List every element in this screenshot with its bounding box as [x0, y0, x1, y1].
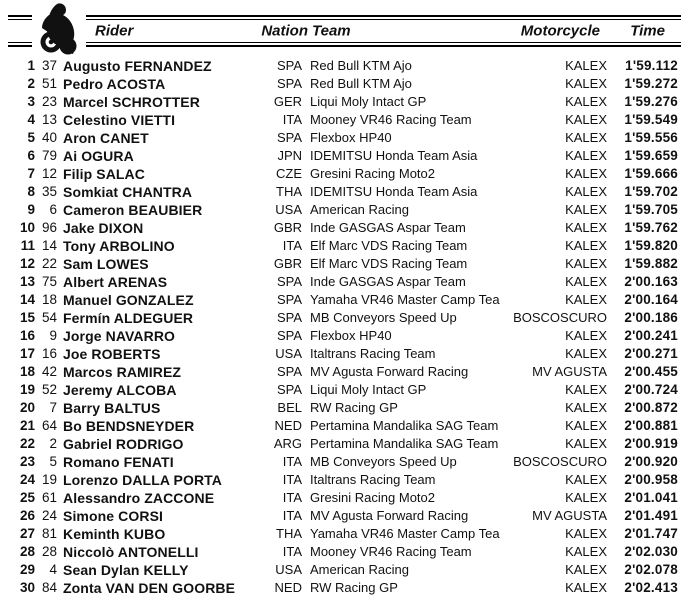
result-row [0, 255, 690, 273]
nation-code: ITA [282, 238, 302, 253]
position-number: 22 [19, 436, 35, 451]
rider-number: 84 [41, 580, 57, 595]
nation-code: THA [276, 526, 302, 541]
result-row [0, 345, 690, 363]
position-number: 4 [27, 112, 35, 127]
position-number: 23 [19, 454, 35, 469]
header-nation: Nation [261, 22, 308, 40]
position-number: 14 [19, 292, 35, 307]
rider-name: Niccolò ANTONELLI [63, 544, 199, 560]
nation-code: SPA [276, 364, 302, 379]
position-number: 1 [27, 58, 35, 73]
rider-number: 7 [49, 400, 57, 415]
results-rows [0, 57, 690, 597]
rider-number: 61 [41, 490, 57, 505]
position-number: 12 [19, 256, 35, 271]
table-header [8, 15, 681, 47]
team-name: MB Conveyors Speed Up [310, 454, 457, 469]
rider-name: Keminth KUBO [63, 526, 166, 542]
rider-name: Celestino VIETTI [63, 112, 176, 128]
result-row [0, 471, 690, 489]
motorcycle-brand: KALEX [565, 562, 607, 577]
result-row [0, 57, 690, 75]
result-row [0, 309, 690, 327]
lap-time: 2'00.271 [624, 346, 678, 361]
result-row [0, 93, 690, 111]
position-number: 18 [19, 364, 35, 379]
position-number: 16 [19, 328, 35, 343]
motorcycle-brand: KALEX [565, 130, 607, 145]
nation-code: THA [276, 184, 302, 199]
position-number: 21 [19, 418, 35, 433]
rider-number: 5 [49, 454, 57, 469]
team-name: IDEMITSU Honda Team Asia [310, 148, 478, 163]
rider-number: 81 [41, 526, 57, 541]
lap-time: 1'59.112 [625, 58, 678, 73]
motorcycle-brand: KALEX [565, 166, 607, 181]
rider-number: 37 [41, 58, 57, 73]
lap-time: 2'02.413 [624, 580, 678, 595]
position-number: 13 [19, 274, 35, 289]
bottom-rule-thin [8, 42, 681, 43]
position-number: 6 [27, 148, 35, 163]
team-name: Pertamina Mandalika SAG Team [310, 436, 499, 451]
lap-time: 2'01.041 [624, 490, 678, 505]
rider-name: Aron CANET [63, 130, 149, 146]
team-name: Gresini Racing Moto2 [310, 166, 435, 181]
header-rider: Rider [95, 22, 134, 40]
position-number: 25 [19, 490, 35, 505]
team-name: RW Racing GP [310, 580, 398, 595]
rider-name: Fermín ALDEGUER [63, 310, 194, 326]
header-motorcycle: Motorcycle [520, 22, 600, 40]
rider-name: Jeremy ALCOBA [63, 382, 177, 398]
position-number: 26 [19, 508, 35, 523]
motorcycle-brand: MV AGUSTA [532, 364, 607, 379]
rider-number: 12 [41, 166, 57, 181]
nation-code: USA [275, 346, 302, 361]
team-name: Mooney VR46 Racing Team [310, 112, 472, 127]
position-number: 17 [19, 346, 35, 361]
motorcycle-brand: BOSCOSCURO [513, 310, 607, 325]
rider-name: Sam LOWES [63, 256, 149, 272]
rider-number: 19 [41, 472, 57, 487]
nation-code: USA [275, 562, 302, 577]
lap-time: 1'59.272 [624, 76, 678, 91]
nation-code: ITA [282, 472, 302, 487]
nation-code: SPA [276, 274, 302, 289]
team-name: Red Bull KTM Ajo [310, 58, 412, 73]
nation-code: GBR [273, 220, 302, 235]
team-name: Elf Marc VDS Racing Team [310, 238, 468, 253]
nation-code: SPA [276, 292, 302, 307]
motorcycle-brand: BOSCOSCURO [513, 454, 607, 469]
nation-code: ITA [282, 454, 302, 469]
result-row [0, 183, 690, 201]
rider-number: 54 [41, 310, 57, 325]
result-row [0, 543, 690, 561]
result-row [0, 363, 690, 381]
lap-time: 2'00.455 [624, 364, 678, 379]
position-number: 3 [27, 94, 35, 109]
lap-time: 2'01.491 [624, 508, 678, 523]
header-time: Time [630, 22, 665, 40]
motorcycle-brand: KALEX [565, 328, 607, 343]
rider-name: Bo BENDSNEYDER [63, 418, 195, 434]
lap-time: 1'59.762 [624, 220, 678, 235]
lap-time: 1'59.549 [624, 112, 678, 127]
motorcycle-brand: MV AGUSTA [532, 508, 607, 523]
rider-name: Romano FENATI [63, 454, 174, 470]
rider-name: Sean Dylan KELLY [63, 562, 189, 578]
result-row [0, 525, 690, 543]
result-row [0, 201, 690, 219]
result-row [0, 435, 690, 453]
team-name: Inde GASGAS Aspar Team [310, 220, 466, 235]
rider-name: Manuel GONZALEZ [63, 292, 194, 308]
rider-name: Barry BALTUS [63, 400, 161, 416]
column-headers [8, 20, 681, 42]
nation-code: SPA [276, 58, 302, 73]
rider-name: Simone CORSI [63, 508, 163, 524]
motorcycle-brand: KALEX [565, 94, 607, 109]
nation-code: CZE [276, 166, 302, 181]
motorcycle-brand: KALEX [565, 202, 607, 217]
result-row [0, 129, 690, 147]
nation-code: ITA [282, 508, 302, 523]
rider-number: 35 [41, 184, 57, 199]
rider-name: Marcos RAMIREZ [63, 364, 182, 380]
rider-number: 6 [49, 202, 57, 217]
motorcycle-brand: KALEX [565, 472, 607, 487]
team-name: Flexbox HP40 [310, 130, 392, 145]
lap-time: 1'59.276 [624, 94, 678, 109]
result-row [0, 237, 690, 255]
lap-time: 2'00.919 [624, 436, 678, 451]
rider-name: Alessandro ZACCONE [63, 490, 215, 506]
lap-time: 2'01.747 [624, 526, 678, 541]
rider-number: 18 [41, 292, 57, 307]
motorcycle-brand: KALEX [565, 220, 607, 235]
team-name: American Racing [310, 562, 409, 577]
lap-time: 2'02.030 [624, 544, 678, 559]
lap-time: 1'59.556 [624, 130, 678, 145]
position-number: 7 [27, 166, 35, 181]
nation-code: ITA [282, 490, 302, 505]
motorcycle-brand: KALEX [565, 580, 607, 595]
team-name: MV Agusta Forward Racing [310, 364, 469, 379]
nation-code: SPA [276, 310, 302, 325]
team-name: Gresini Racing Moto2 [310, 490, 435, 505]
team-name: MV Agusta Forward Racing [310, 508, 469, 523]
result-row [0, 579, 690, 597]
lap-time: 2'00.920 [624, 454, 678, 469]
rider-name: Filip SALAC [63, 166, 145, 182]
result-row [0, 219, 690, 237]
lap-time: 2'00.872 [624, 400, 678, 415]
rider-name: Jorge NAVARRO [63, 328, 176, 344]
team-name: Yamaha VR46 Master Camp Tea [310, 292, 500, 307]
lap-time: 1'59.702 [624, 184, 678, 199]
rider-name: Gabriel RODRIGO [63, 436, 184, 452]
motorcycle-brand: KALEX [565, 436, 607, 451]
nation-code: GER [273, 94, 302, 109]
motorcycle-brand: KALEX [565, 490, 607, 505]
rider-number: 75 [41, 274, 57, 289]
motorcycle-brand: KALEX [565, 148, 607, 163]
nation-code: NED [274, 580, 302, 595]
rider-number: 9 [49, 328, 57, 343]
result-row [0, 75, 690, 93]
nation-code: ARG [273, 436, 302, 451]
rider-number: 28 [41, 544, 57, 559]
team-name: Mooney VR46 Racing Team [310, 544, 472, 559]
result-row [0, 147, 690, 165]
motorcycle-brand: KALEX [565, 76, 607, 91]
rider-number: 42 [41, 364, 57, 379]
bottom-rule-thick [8, 45, 681, 47]
team-name: Inde GASGAS Aspar Team [310, 274, 466, 289]
position-number: 10 [19, 220, 35, 235]
team-name: Liqui Moly Intact GP [310, 382, 427, 397]
rider-name: Pedro ACOSTA [63, 76, 166, 92]
lap-time: 2'00.958 [624, 472, 678, 487]
position-number: 30 [19, 580, 35, 595]
rider-name: Cameron BEAUBIER [63, 202, 203, 218]
nation-code: GBR [273, 256, 302, 271]
motorcycle-brand: KALEX [565, 238, 607, 253]
lap-time: 1'59.666 [624, 166, 678, 181]
team-name: Italtrans Racing Team [310, 472, 436, 487]
motorcycle-brand: KALEX [565, 346, 607, 361]
position-number: 2 [27, 76, 35, 91]
nation-code: SPA [276, 130, 302, 145]
position-number: 11 [20, 238, 35, 253]
result-row [0, 561, 690, 579]
nation-code: ITA [282, 544, 302, 559]
nation-code: USA [275, 202, 302, 217]
lap-time: 2'00.186 [624, 310, 678, 325]
rider-number: 24 [41, 508, 57, 523]
rider-name: Lorenzo DALLA PORTA [63, 472, 222, 488]
position-number: 9 [27, 202, 35, 217]
team-name: MB Conveyors Speed Up [310, 310, 457, 325]
team-name: Liqui Moly Intact GP [310, 94, 427, 109]
rider-number: 14 [41, 238, 57, 253]
team-name: RW Racing GP [310, 400, 398, 415]
team-name: Italtrans Racing Team [310, 346, 436, 361]
team-name: Yamaha VR46 Master Camp Tea [310, 526, 500, 541]
rider-name: Ai OGURA [63, 148, 134, 164]
team-name: IDEMITSU Honda Team Asia [310, 184, 478, 199]
position-number: 19 [19, 382, 35, 397]
result-row [0, 291, 690, 309]
team-name: Flexbox HP40 [310, 328, 392, 343]
lap-time: 2'00.164 [624, 292, 678, 307]
lap-time: 1'59.882 [624, 256, 678, 271]
motorcycle-brand: KALEX [565, 382, 607, 397]
rider-number: 13 [41, 112, 57, 127]
rider-name: Marcel SCHROTTER [63, 94, 200, 110]
position-number: 28 [19, 544, 35, 559]
lap-time: 2'00.881 [624, 418, 678, 433]
lap-time: 1'59.705 [624, 202, 678, 217]
result-row [0, 111, 690, 129]
motorcycle-brand: KALEX [565, 256, 607, 271]
result-row [0, 165, 690, 183]
rider-name: Augusto FERNANDEZ [63, 58, 212, 74]
team-name: Red Bull KTM Ajo [310, 76, 412, 91]
position-number: 8 [27, 184, 35, 199]
rider-name: Jake DIXON [63, 220, 144, 236]
rider-name: Zonta VAN DEN GOORBE [63, 580, 236, 596]
motorcycle-brand: KALEX [565, 184, 607, 199]
rider-number: 96 [41, 220, 57, 235]
nation-code: NED [274, 418, 302, 433]
lap-time: 2'02.078 [624, 562, 678, 577]
nation-code: ITA [282, 112, 302, 127]
nation-code: SPA [276, 76, 302, 91]
rider-name: Somkiat CHANTRA [63, 184, 193, 200]
result-row [0, 417, 690, 435]
nation-code: SPA [276, 328, 302, 343]
nation-code: BEL [277, 400, 302, 415]
rider-number: 16 [41, 346, 57, 361]
nation-code: JPN [277, 148, 302, 163]
motorcycle-brand: KALEX [565, 112, 607, 127]
rider-number: 4 [49, 562, 57, 577]
team-name: American Racing [310, 202, 409, 217]
motorcycle-brand: KALEX [565, 274, 607, 289]
position-number: 24 [19, 472, 35, 487]
rider-number: 51 [41, 76, 57, 91]
position-number: 15 [19, 310, 35, 325]
position-number: 29 [19, 562, 35, 577]
rider-number: 64 [41, 418, 57, 433]
header-team: Team [312, 22, 351, 40]
rider-number: 2 [49, 436, 57, 451]
result-row [0, 381, 690, 399]
lap-time: 2'00.724 [624, 382, 678, 397]
position-number: 27 [19, 526, 35, 541]
result-row [0, 273, 690, 291]
result-row [0, 453, 690, 471]
team-name: Pertamina Mandalika SAG Team [310, 418, 499, 433]
lap-time: 2'00.163 [624, 274, 678, 289]
position-number: 5 [27, 130, 35, 145]
rider-number: 52 [41, 382, 57, 397]
motorcycle-brand: KALEX [565, 544, 607, 559]
motorcycle-brand: KALEX [565, 418, 607, 433]
motorcycle-racer-icon [32, 0, 86, 58]
rider-number: 79 [41, 148, 57, 163]
rider-number: 22 [41, 256, 57, 271]
rider-name: Joe ROBERTS [63, 346, 161, 362]
result-row [0, 327, 690, 345]
rider-name: Albert ARENAS [63, 274, 168, 290]
motorcycle-brand: KALEX [565, 526, 607, 541]
lap-time: 1'59.820 [624, 238, 678, 253]
top-rule-thick [8, 15, 681, 17]
nation-code: SPA [276, 382, 302, 397]
rider-number: 40 [41, 130, 57, 145]
position-number: 20 [19, 400, 35, 415]
lap-time: 1'59.659 [624, 148, 678, 163]
motorcycle-brand: KALEX [565, 400, 607, 415]
result-row [0, 399, 690, 417]
motorcycle-brand: KALEX [565, 292, 607, 307]
lap-time: 2'00.241 [624, 328, 678, 343]
result-row [0, 507, 690, 525]
team-name: Elf Marc VDS Racing Team [310, 256, 468, 271]
result-row [0, 489, 690, 507]
rider-number: 23 [41, 94, 57, 109]
motorcycle-brand: KALEX [565, 58, 607, 73]
rider-name: Tony ARBOLINO [63, 238, 175, 254]
